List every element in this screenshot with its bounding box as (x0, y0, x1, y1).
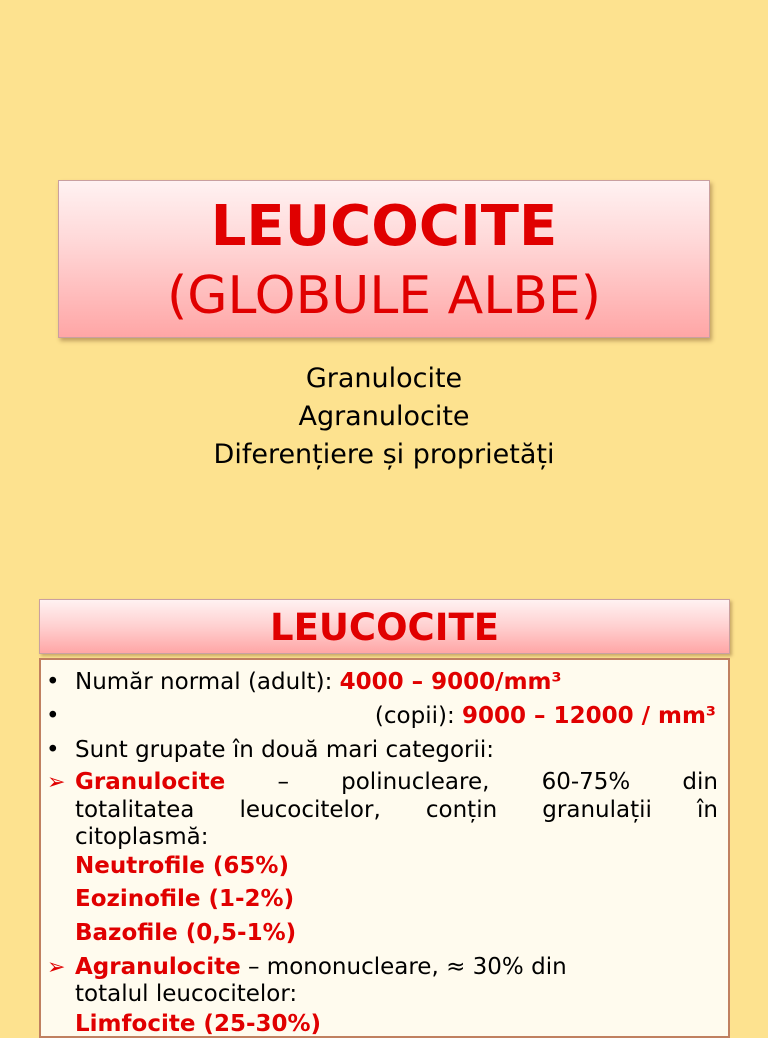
adult-label: Număr normal (adult): (75, 669, 340, 695)
bullet-icon: • (46, 669, 60, 695)
arrow-bullet-icon: ➢ (47, 955, 66, 980)
topic-granulocite: Granulocite (305, 363, 463, 394)
topic-list (0, 360, 768, 474)
arrow-bullet-icon: ➢ (47, 770, 66, 795)
bullet-icon: • (46, 703, 60, 729)
eozinofile: Eozinofile (1-2%) (75, 886, 295, 912)
granulocite-name: Granulocite (75, 769, 226, 795)
granulocite-line2-text: totalitatea leucocitelor, conțin granulații în (75, 797, 718, 823)
child-value: 9000 – 12000 / mm³ (462, 703, 716, 729)
neutrofile: Neutrofile (65%) (75, 853, 289, 879)
limfocite: Limfocite (25-30%) (75, 1011, 322, 1037)
agranulocite-line2-text: totalul leucocitelor: (75, 981, 298, 1007)
granulocite-desc: – polinucleare, 60-75% din (277, 769, 718, 795)
topic-diferentiere: Diferențiere și proprietăți (213, 439, 555, 470)
topic-agranulocite: Agranulocite (298, 401, 470, 432)
slide2-content (39, 658, 730, 1038)
slide-title: LEUCOCITE (210, 194, 558, 259)
adult-value: 4000 – 9000/mm³ (339, 669, 562, 695)
slide-subtitle: (GLOBULE ALBE) (166, 266, 602, 326)
granulocite-line3-text: citoplasmă: (75, 824, 209, 850)
slide2-header: LEUCOCITE (39, 599, 730, 654)
agranulocite-name: Agranulocite (75, 954, 241, 980)
agranulocite-desc: – mononucleare, ≈ 30% din (240, 954, 567, 980)
groups-text: Sunt grupate în două mari categorii: (75, 737, 495, 763)
bullet-icon: • (46, 737, 60, 763)
child-label: (copii): (374, 703, 463, 729)
bazofile: Bazofile (0,5-1%) (75, 920, 297, 946)
